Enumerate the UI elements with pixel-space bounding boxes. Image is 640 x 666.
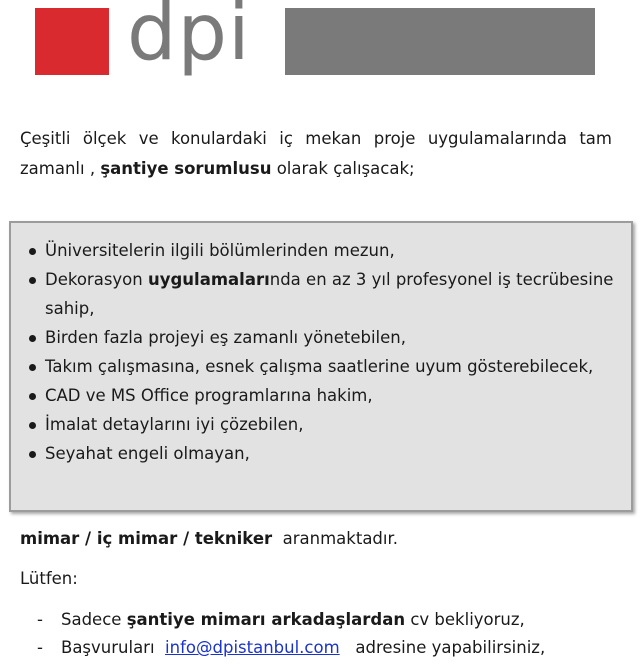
dash-marker: - (37, 610, 43, 629)
logo-red-square (35, 8, 109, 75)
bullet-icon (29, 364, 36, 371)
note-item (37, 606, 545, 634)
list-item (26, 352, 621, 381)
note-item (37, 634, 545, 662)
list-item (26, 381, 621, 410)
note-text-end: adresine yapabilirsiniz, (339, 638, 546, 657)
bullet-icon (29, 335, 36, 342)
bullet-icon (29, 277, 36, 284)
item-text: Takım çalışmasına, esnek çalışma saatlerine uyum gösterebilecek, (45, 357, 594, 376)
intro-text: Çeşitli ölçek ve konulardaki iç mekan proje uygulamalarında tam zamanlı , (20, 129, 612, 178)
list-item (26, 323, 621, 352)
item-text-end: nda en az 3 yıl profesyonel iş tecrübesine sahip, (45, 270, 614, 318)
item-text: Dekorasyon (45, 270, 148, 289)
seeking-text: aranmaktadır. (272, 529, 399, 548)
item-text: Seyahat engeli olmayan, (45, 444, 250, 463)
item-text: Üniversitelerin ilgili bölümlerinden mezun, (45, 241, 395, 260)
please-label: Lütfen: (20, 569, 78, 588)
list-item (26, 265, 621, 323)
intro-role: şantiye sorumlusu (100, 159, 272, 178)
logo-text: dpi (127, 0, 251, 78)
seeking-roles: mimar / iç mimar / tekniker (20, 529, 273, 548)
note-text-end: cv bekliyoruz, (405, 610, 525, 629)
note-text: Başvuruları (61, 638, 166, 657)
note-bold-text: şantiye mimarı arkadaşlardan (126, 610, 406, 629)
requirements-list (26, 236, 621, 468)
seeking-line (20, 525, 398, 553)
intro-text-end: olarak çalışacak; (271, 159, 415, 178)
bullet-icon (29, 451, 36, 458)
bullet-icon (29, 422, 36, 429)
logo-gray-bar (285, 8, 595, 75)
requirements-box (9, 221, 633, 512)
email-link[interactable]: info@dpistanbul.com (165, 638, 340, 657)
bullet-icon (29, 393, 36, 400)
bullet-icon (29, 248, 36, 255)
dash-marker: - (37, 638, 43, 657)
list-item (26, 439, 621, 468)
item-text: CAD ve MS Office programlarına hakim, (45, 386, 373, 405)
intro-paragraph (20, 124, 612, 184)
list-item (26, 236, 621, 265)
item-text: Birden fazla projeyi eş zamanlı yönetebilen, (45, 328, 406, 347)
item-bold-text: uygulamaları (147, 270, 270, 289)
note-text: Sadece (61, 610, 127, 629)
notes-list (37, 606, 545, 662)
item-text: İmalat detaylarını iyi çözebilen, (45, 415, 304, 434)
list-item (26, 410, 621, 439)
